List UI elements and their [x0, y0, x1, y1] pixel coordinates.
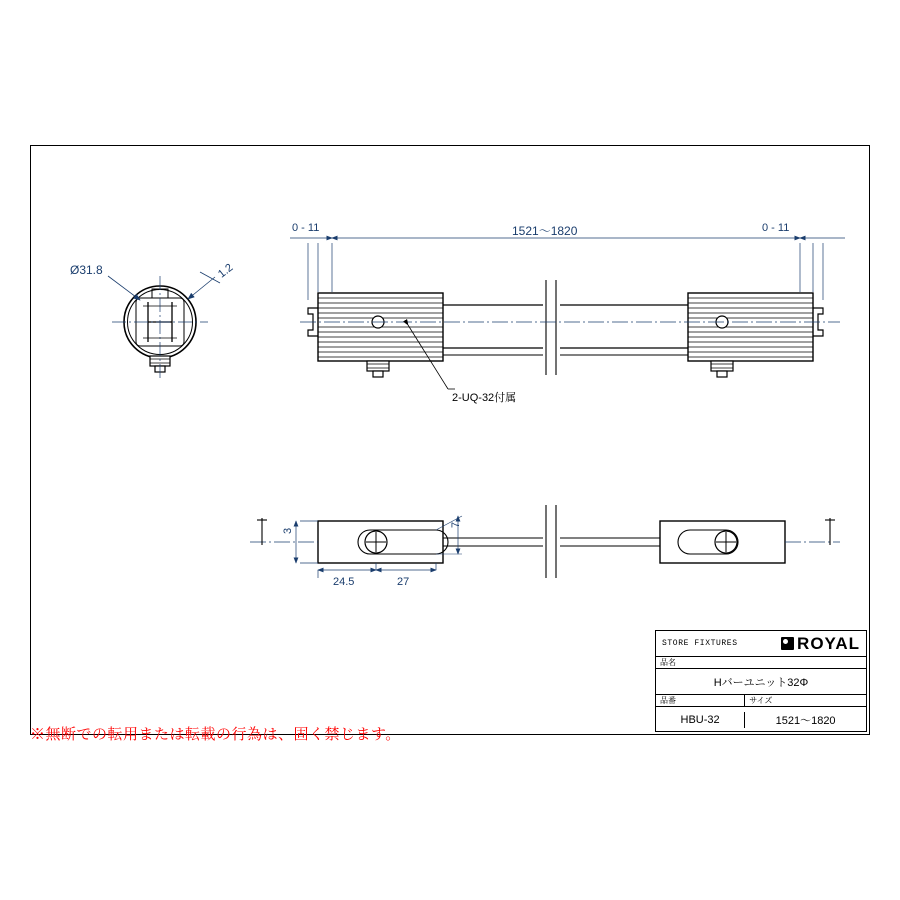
dim-right-gap: 0 - 11	[762, 222, 790, 234]
front-elevation	[300, 280, 840, 377]
plan-view	[250, 505, 840, 578]
dim-7: 7	[450, 521, 462, 528]
label-product-name: 品名	[660, 658, 676, 667]
size-value: 1521〜1820	[775, 714, 836, 727]
top-dimension-lines	[290, 238, 845, 300]
thickness-leader	[188, 272, 220, 299]
callout-part-label: 2-UQ-32付属	[452, 392, 517, 404]
dim-left-gap: 0 - 11	[292, 222, 320, 234]
title-block-label-row	[656, 695, 866, 707]
title-block	[655, 630, 867, 732]
dim-wall-thickness: 1.2	[216, 261, 236, 281]
diameter-leader	[108, 276, 140, 300]
dim-3: 3	[282, 527, 294, 534]
product-name-value: Hバーユニット32Φ	[713, 676, 809, 689]
product-code-value: HBU-32	[680, 713, 720, 726]
dim-24-5: 24.5	[333, 576, 355, 588]
store-fixtures-text: STORE FIXTURES	[662, 639, 738, 648]
label-product-code: 品番	[660, 696, 676, 705]
title-block-value-row	[656, 707, 866, 732]
copyright-notice: ※無断での転用または転載の行為は、固く禁じます。	[30, 726, 401, 743]
royal-mark-icon	[781, 637, 794, 650]
dim-diameter: Ø31.8	[70, 263, 103, 277]
label-size: サイズ	[749, 696, 773, 705]
title-block-productname-row	[656, 669, 866, 695]
royal-logo	[781, 635, 860, 652]
dim-overall-length: 1521〜1820	[512, 224, 578, 238]
title-block-brand-row	[656, 631, 866, 657]
dim-27: 27	[397, 576, 410, 588]
title-block-label-productname	[656, 657, 866, 669]
royal-wordmark: ROYAL	[797, 634, 860, 653]
end-view-section	[112, 276, 208, 380]
